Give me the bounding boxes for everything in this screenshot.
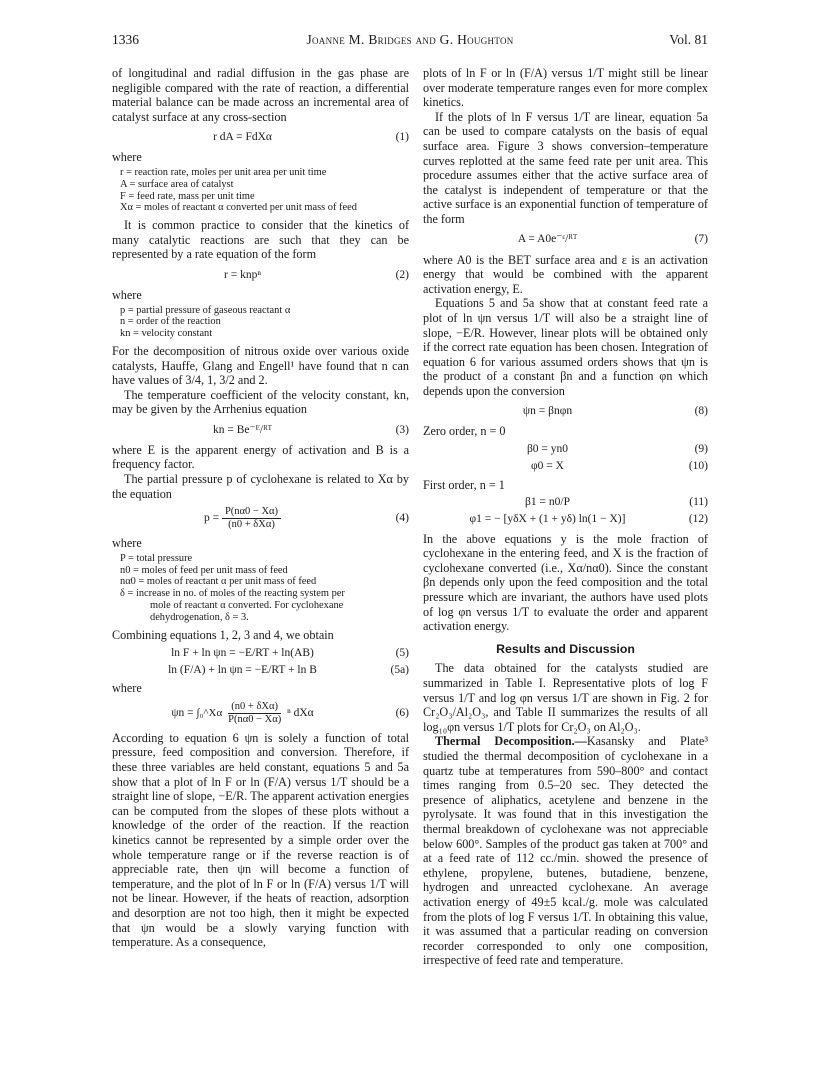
run-in-heading: Thermal Decomposition.— — [435, 734, 587, 749]
equation-number: (1) — [395, 131, 409, 144]
paragraph: In the above equations y is the mole fraction of cyclohexane in the entering feed, and X is the fraction of cyclohexane converted (i.e., Xα/nα0). Since the constant βn depends only upon the feed composition and the total pressure which are invariant, the authors have used plots of log φn versus 1/T to evaluate the order and apparent activation energy. — [423, 531, 708, 634]
definition-item: mole of reactant α converted. For cyclohexane — [150, 600, 344, 612]
equation-7 — [423, 232, 708, 248]
where-label: where — [112, 681, 142, 696]
definition-item: p = partial pressure of gaseous reactant α — [120, 304, 291, 316]
equation-11 — [423, 495, 708, 511]
equation-body: kn = Be⁻ᴱ/ᴿᵀ — [213, 423, 272, 436]
integral-sign: ∫₀^Xα — [196, 707, 223, 720]
paragraph: where E is the apparent energy of activation and B is a frequency factor. — [112, 442, 409, 472]
definitions-list — [120, 553, 409, 624]
definition-item: nα0 = moles of reactant α per unit mass of feed — [120, 576, 317, 588]
equation-1 — [112, 129, 409, 145]
paragraph: If the plots of ln F versus 1/T are linear, equation 5a can be used to compare catalysts on the basis of equal surface area. Figure 3 shows conversion–temperature curves replotted at the same feed rate per unit area. This procedure assumes either that the active surface area of the catalyst is independent of temperature or that the active surface is an exponential function of temperature of the form — [423, 109, 708, 226]
equation-number: (10) — [688, 459, 708, 472]
definition-item: dehydrogenation, δ = 3. — [150, 611, 249, 623]
paragraph: It is common practice to consider that the kinetics of many catalytic reactions are such that they can be represented by a rate equation of the form — [112, 218, 409, 262]
equation-number: (2) — [395, 268, 409, 281]
equation-body: β1 = n0/P — [525, 496, 570, 509]
paragraph: plots of ln F or ln (F/A) versus 1/T might still be linear over moderate temperature ranges even for more complex kinetics. — [423, 66, 708, 110]
equation-number: (6) — [395, 707, 409, 720]
running-title: Joanne M. Bridges and G. Houghton — [306, 32, 514, 47]
equation-body: r = knpⁿ — [224, 268, 261, 281]
equation-number: (5a) — [390, 663, 409, 676]
equation-12 — [423, 512, 708, 528]
equation-body — [112, 506, 373, 531]
paragraph: Combining equations 1, 2, 3 and 4, we obtain — [112, 627, 334, 642]
definitions-list — [120, 305, 409, 340]
equation-body: φ0 = X — [531, 459, 564, 472]
definition-item: δ = increase in no. of moles of the reacting system per — [120, 588, 345, 600]
equation-body: r dA = FdXα — [213, 131, 272, 144]
paragraph: of longitudinal and radial diffusion in the gas phase are negligible compared with the rate of reaction, a differential material balance can be made across an incremental area of catalyst surface at any cross-section — [112, 66, 409, 124]
left-column — [112, 66, 409, 950]
equation-number: (8) — [694, 405, 708, 418]
equation-tail: ⁿ dXα — [287, 706, 314, 719]
definition-item: Xα = moles of reactant α converted per unit mass of feed — [120, 202, 357, 214]
where-label: where — [112, 287, 142, 302]
where-label: where — [112, 150, 142, 165]
equation-body: β0 = yn0 — [526, 442, 569, 455]
paragraph-text: Kasansky and Plate³ studied the thermal decomposition of cyclohexane in a quartz tube at temperatures from 590–800° and contact times ranging from 0.5–20 sec. They detected the presence of aliphatics, acetylene and benzene in the pyrolysate. It was found that in this investigation the thermal breakdown of cyclohexane was not appreciable below 600°. Samples of the product gas taken at 700° and at a feed rate of 112 cc./min. showed the presence of ethylene, propylene, butenes, butadiene, benzene, hydrogen and unreacted cyclohexane. An average activation energy of 49±5 kcal./g. mole was calculated from the plots of log F versus 1/T. In obtaining this value, it was assumed that a particular reading on conversion recorder corresponded to only one composition, irrespective of feed rate and temperature. — [423, 734, 708, 968]
paragraph: The temperature coefficient of the velocity constant, kn, may be given by the Arrhenius equation — [112, 387, 409, 417]
definition-item: kn = velocity constant — [120, 328, 213, 340]
equation-body: φ1 = − [yδX + (1 + yδ) ln(1 − X)] — [469, 513, 626, 526]
page-number: 1336 — [112, 32, 139, 47]
equation-body — [112, 701, 373, 726]
paragraph: Equations 5 and 5a show that at constant feed rate a plot of ln ψn versus 1/T will also be a straight line of slope, −E/R. However, linear plots will be obtained only if the correct rate equation has been chosen. Integration of equation 6 for various assumed orders shows that ψn is the product of a constant βn and a function φn which depends upon the conversion — [423, 296, 708, 398]
paragraph: For the decomposition of nitrous oxide over various oxide catalysts, Hauffe, Glang and Engell¹ have found that n can have values of 3/4, 1, 3/2 and 2. — [112, 343, 409, 388]
equation-body: ln F + ln ψn = −E/RT + ln(AB) — [171, 646, 314, 659]
case-label: First order, n = 1 — [423, 478, 505, 493]
equation-number: (7) — [694, 233, 708, 246]
right-column — [423, 66, 708, 968]
equation-number: (9) — [694, 442, 708, 455]
definition-item: n = order of the reaction — [120, 316, 221, 328]
definitions-list — [120, 167, 409, 214]
volume-label: Vol. 81 — [669, 32, 708, 47]
definition-item: r = reaction rate, moles per unit area per unit time — [120, 166, 327, 178]
fraction-denominator: P(nα0 − Xα) — [228, 713, 282, 725]
definition-item: P = total pressure — [120, 552, 193, 564]
equation-number: (5) — [395, 646, 409, 659]
equation-body: A = A0e⁻ᵋ/ᴿᵀ — [517, 233, 578, 246]
paragraph: According to equation 6 ψn is solely a function of total pressure, feed composition and conversion. Therefore, if these three variables are held constant, equations 5 and 5a show that a plot of ln F or ln (F/A) versus 1/T should be a straight line of slope, −E/R. The apparent activation energies can be computed from the slopes of these plots without a knowledge of the order of the reaction. If the reaction kinetics cannot be represented by a simple order over the whole temperature range or if the reverse reaction is of appreciable rate, then ψn will become a function of temperature, and the plot of ln F or ln (F/A) versus 1/T will not be linear. However, if the heats of reaction, adsorption and desorption are not too high, then it might be expected that ψn would be a slowly varying function with temperature. As a consequence, — [112, 730, 409, 950]
definition-item: n0 = moles of feed per unit mass of feed — [120, 564, 288, 576]
equation-number: (4) — [395, 512, 409, 525]
definition-item: A = surface area of catalyst — [120, 178, 234, 190]
case-label: Zero order, n = 0 — [423, 424, 506, 439]
paragraph: where A0 is the BET surface area and ε is an activation energy that would be combined with the apparent activation energy, E. — [423, 252, 708, 296]
equation-5a — [112, 662, 409, 678]
fraction-numerator: (n0 + δXα) — [228, 701, 281, 714]
equation-6 — [112, 701, 409, 726]
fraction — [225, 701, 284, 726]
where-label: where — [112, 536, 142, 551]
page-header — [112, 32, 708, 50]
equation-lhs: p = — [203, 512, 220, 525]
paragraph: The partial pressure p of cyclohexane is related to Xα by the equation — [112, 472, 409, 501]
paragraph — [423, 734, 708, 968]
equation-2 — [112, 267, 409, 283]
fraction-numerator: P(nα0 − Xα) — [222, 506, 281, 519]
definition-item: F = feed rate, mass per unit time — [120, 190, 255, 202]
equation-8 — [423, 403, 708, 419]
equation-number: (11) — [689, 496, 708, 509]
paragraph: The data obtained for the catalysts studied are summarized in Table I. Representative plots of log F versus 1/T and log φn versus 1/T are shown in Fig. 2 for Cr₂O₃/Al₂O₃, and Table II summarizes the results of all log₁₀φn versus 1/T plots for Cr₂O₃ on Al₂O₃. — [423, 661, 708, 734]
equation-number: (12) — [688, 513, 708, 526]
equation-4 — [112, 506, 409, 531]
fraction-denominator: (n0 + δXα) — [228, 519, 275, 531]
equation-3 — [112, 422, 409, 438]
equation-5 — [112, 645, 409, 661]
fraction — [222, 506, 281, 531]
equation-body: ln (F/A) + ln ψn = −E/RT + ln B — [168, 663, 317, 676]
equation-9 — [423, 441, 708, 457]
equation-body: ψn = βnφn — [522, 405, 573, 418]
section-heading: Results and Discussion — [496, 641, 635, 656]
equation-number: (3) — [395, 423, 409, 436]
equation-lhs: ψn = — [171, 706, 194, 719]
equation-10 — [423, 458, 708, 474]
